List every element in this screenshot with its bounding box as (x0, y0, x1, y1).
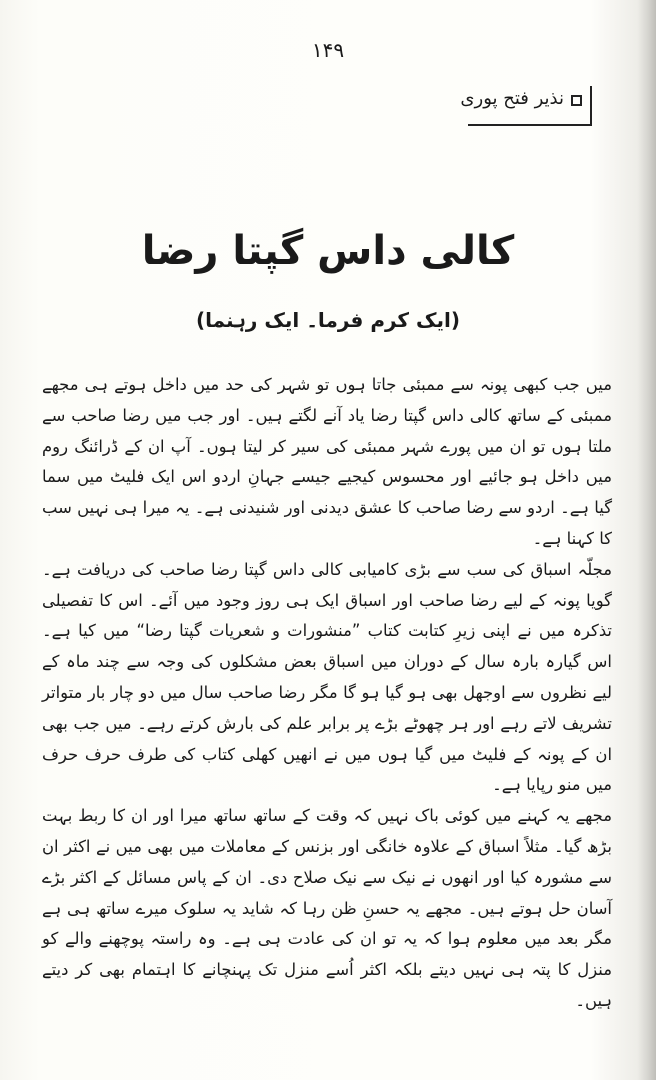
paragraph-1: میں جب کبھی پونہ سے ممبئی جاتا ہوں تو شہر کی حد میں داخل ہوتے ہی مجھے ممبئی کے ساتھ کالی داس گپتا رضا یاد آنے لگتے ہیں۔ اور جب میں رضا صاحب سے ملتا ہوں تو ان میں پورے شہر ممبئی کی سیر کر لیتا ہوں۔ آپ ان کے ڈرائنگ روم میں داخل ہو جائیے اور محسوس کیجیے جیسے جہانِ اردو اس ایک فلیٹ میں سما گیا ہے۔ اردو سے رضا صاحب کا عشق دیدنی اور شنیدنی ہے۔ یہ میرا ہی نہیں سب کا کہنا ہے۔ (42, 375, 612, 548)
article-title: کالی داس گپتا رضا (141, 228, 515, 274)
author-name: نذیر فتح پوری (460, 88, 564, 109)
article-body (42, 370, 612, 1017)
author-header (460, 86, 592, 126)
page-number: ۱۴۹ (311, 38, 345, 62)
article-subtitle: (ایک کرم فرما۔ ایک رہنما) (195, 308, 460, 332)
page-edge-shadow (638, 0, 656, 1080)
square-bullet-icon (571, 95, 582, 106)
paragraph-2: مجلّہ اسباق کی سب سے بڑی کامیابی کالی داس گپتا رضا صاحب کی دریافت ہے۔ گویا پونہ کے لیے رضا صاحب اور اسباق ایک ہی روز وجود میں آئے۔ اس کا تفصیلی تذکرہ میں نے اپنی زیرِ کتابت کتاب ”منشورات و شعریات گپتا رضا“ میں کیا ہے۔ اس گیارہ بارہ سال کے دوران میں اسباق بعض مشکلوں کی وجہ سے چند ماہ کے لیے نظروں سے اوجھل بھی ہو گیا ہو گا مگر رضا صاحب سال میں دو چار بار متواتر تشریف لاتے رہے اور ہر چھوٹے بڑے پر برابر علم کی بارش کرتے رہے۔ میں جب بھی ان کے پونہ کے فلیٹ میں گیا ہوں میں نے انھیں کھلی کتاب کی طرف حرف حرف میں منو رپایا ہے۔ (42, 559, 612, 795)
paragraph-3: مجھے یہ کہنے میں کوئی باک نہیں کہ وقت کے ساتھ ساتھ میرا اور ان کا ربط بہت بڑھ گیا۔ مثلاً اسباق کے علاوہ خانگی اور بزنس کے معاملات میں بھی میں نے اکثر ان سے مشورہ کیا اور انھوں نے نیک سے نیک صلاح دی۔ ان کے پاس مسائل کے اکثر بڑے آسان حل ہوتے ہیں۔ مجھے یہ حسنِ ظن رہا کہ شاید یہ سلوک میرے ساتھ ہی ہے مگر بعد میں معلوم ہوا کہ یہ تو ان کی عادت ہی ہے۔ وہ راستہ پوچھنے والے کو منزل کا پتہ ہی نہیں دیتے بلکہ اکثر اُسے منزل تک پہنچانے کا اہتمام بھی کر دیتے ہیں۔ (42, 806, 612, 1010)
